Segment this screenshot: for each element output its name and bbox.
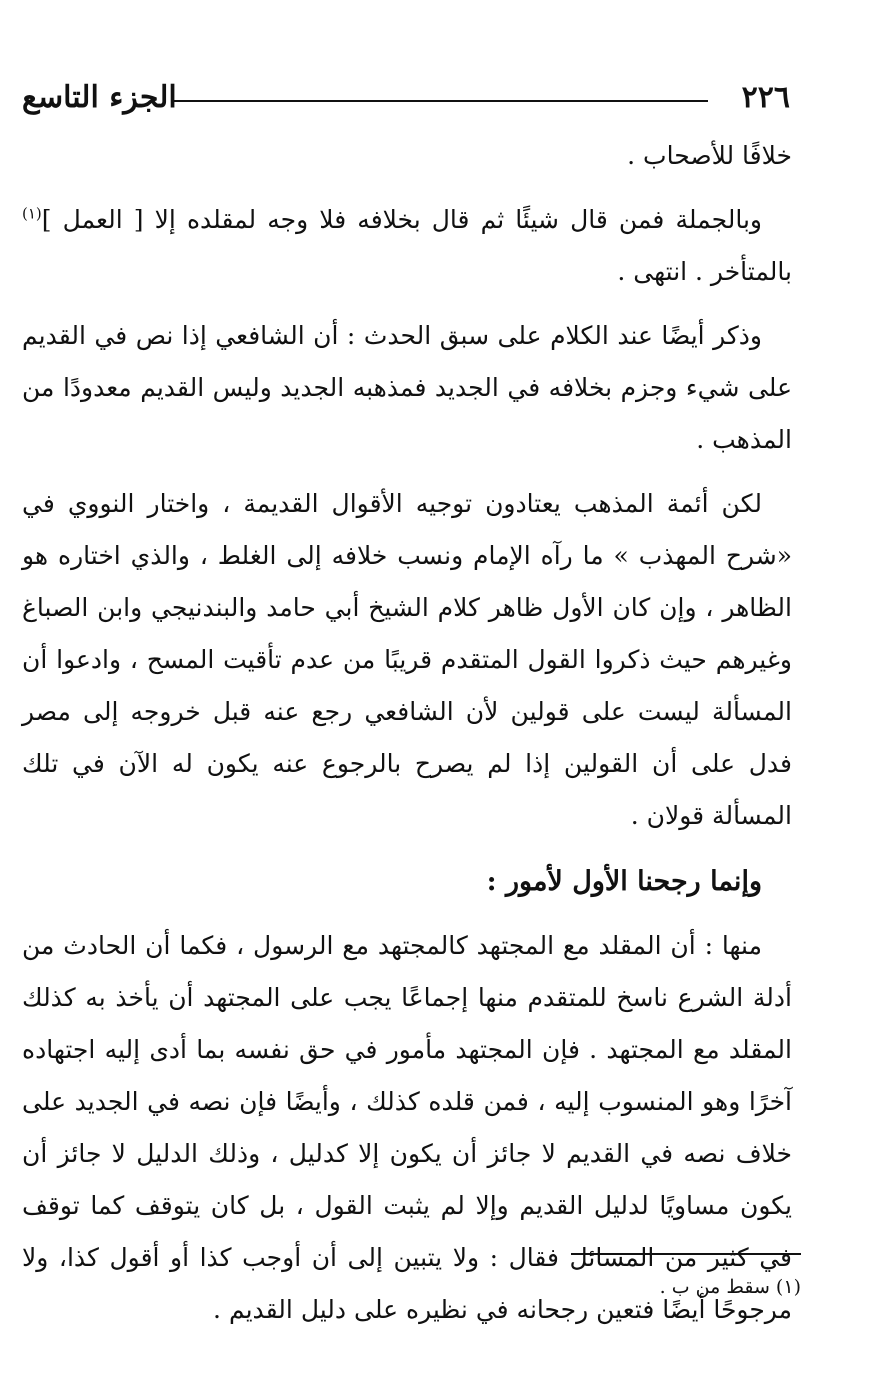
footnote-rule — [571, 1253, 801, 1255]
volume-title: الجزء التاسع — [22, 80, 177, 115]
paragraph-2-continuation: بالمتأخر . انتهى . — [617, 257, 792, 286]
paragraph-2-text: وبالجملة فمن قال شيئًا ثم قال بخلافه فلا وجه لمقلده إلا [ العمل ] — [41, 205, 762, 234]
footnote-marker: (١) — [22, 204, 42, 223]
main-text — [22, 130, 792, 1336]
section-heading: وإنما رجحنا الأول لأمور : — [486, 866, 762, 897]
paragraph-1: خلافًا للأصحاب . — [627, 141, 792, 170]
running-header — [22, 78, 790, 118]
paragraph-2 — [22, 194, 792, 298]
header-rule — [172, 100, 708, 102]
page-number: ٢٢٦ — [741, 80, 790, 115]
paragraph-4: لكن أئمة المذهب يعتادون توجيه الأقوال القديمة ، واختار النووي في «شرح المهذب » ما رآه الإمام ونسب خلافه إلى الغلط ، والذي اختاره هو الظاهر ، وإن كان الأول ظاهر كلام الشيخ أبي حامد والبندنيجي وابن الصباغ وغيرهم حيث ذكروا القول المتقدم قريبًا من عدم تأقيت المسح ، وادعوا أن المسألة ليست على قولين لأن الشافعي رجع عنه قبل خروجه إلى مصر فدل على أن القولين إذا لم يصرح بالرجوع عنه يكون له الآن في تلك المسألة قولان . — [22, 489, 792, 830]
paragraph-3: وذكر أيضًا عند الكلام على سبق الحدث : أن الشافعي إذا نص في القديم على شيء وجزم بخلافه في الجديد فمذهبه الجديد وليس القديم معدودًا من المذهب . — [22, 321, 792, 454]
footnote: (١) سقط من ب . — [659, 1276, 801, 1298]
paragraph-5: منها : أن المقلد مع المجتهد كالمجتهد مع الرسول ، فكما أن الحادث من أدلة الشرع ناسخ للمتقدم منها إجماعًا يجب على المجتهد أن يأخذ به كذلك المقلد مع المجتهد . فإن المجتهد مأمور في حق نفسه بما أدى إليه اجتهاده آخرًا وهو المنسوب إليه ، فمن قلده كذلك ، وأيضًا فإن نصه في الجديد على خلاف نصه في القديم لا جائز أن يكون إلا كدليل ، وذلك الدليل لا جائز أن يكون مساويًا لدليل القديم وإلا لم يثبت القول ، بل كان يتوقف كما توقف في كثير من المسائل فقال : ولا يتبين إلى أن أوجب كذا أو أقول كذا، ولا مرجوحًا أيضًا فتعين رجحانه في نظيره على دليل القديم . — [22, 931, 792, 1324]
